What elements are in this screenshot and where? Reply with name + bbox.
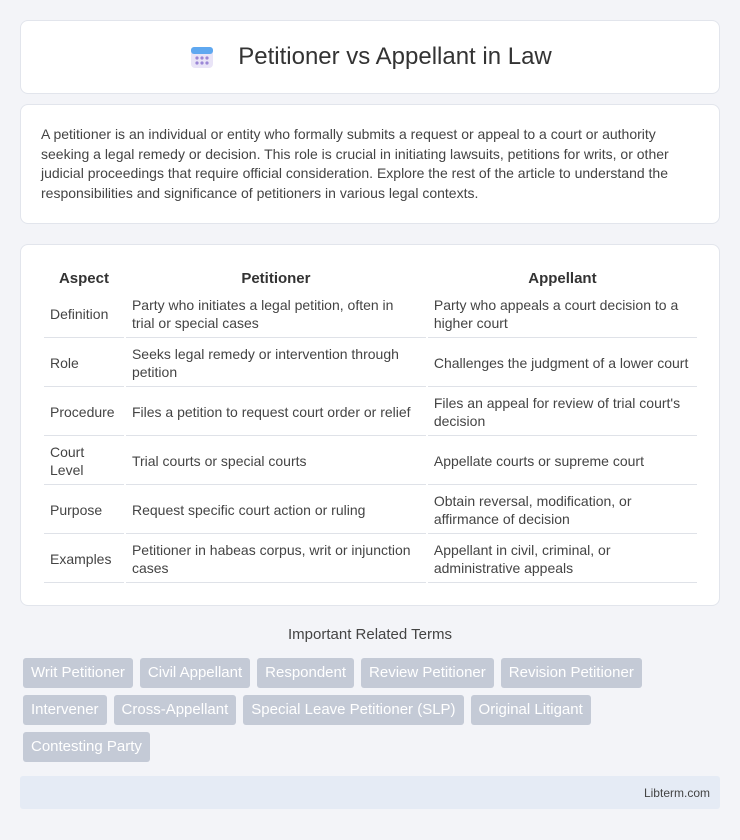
appellant-cell: Files an appeal for review of trial court's decision (428, 389, 697, 436)
related-term-tag[interactable]: Contesting Party (23, 732, 150, 762)
footer (20, 776, 720, 809)
aspect-cell: Purpose (44, 487, 124, 534)
aspect-cell: Court Level (44, 438, 124, 485)
related-term-tag[interactable]: Review Petitioner (361, 658, 494, 688)
table-row (44, 536, 697, 583)
related-term-tag[interactable]: Intervener (23, 695, 107, 725)
table-row (44, 340, 697, 387)
comparison-table (42, 265, 699, 585)
petitioner-cell: Seeks legal remedy or intervention through petition (126, 340, 426, 387)
related-term-tag[interactable]: Civil Appellant (140, 658, 250, 688)
related-term-tag[interactable]: Cross-Appellant (114, 695, 237, 725)
footer-site-link[interactable]: Libterm.com (643, 786, 710, 800)
aspect-cell: Procedure (44, 389, 124, 436)
header-aspect: Aspect (58, 269, 109, 287)
appellant-cell: Party who appeals a court decision to a higher court (428, 291, 697, 338)
header-appellant: Appellant (528, 269, 597, 287)
aspect-cell: Examples (44, 536, 124, 583)
petitioner-cell: Request specific court action or ruling (126, 487, 426, 534)
intro-card (20, 104, 720, 224)
related-term-tag[interactable]: Original Litigant (471, 695, 591, 725)
petitioner-cell: Trial courts or special courts (126, 438, 426, 485)
petitioner-cell: Files a petition to request court order or relief (126, 389, 426, 436)
aspect-cell: Definition (44, 291, 124, 338)
related-term-tag[interactable]: Respondent (257, 658, 354, 688)
header-petitioner: Petitioner (241, 269, 311, 287)
intro-text: A petitioner is an individual or entity who formally submits a request or appeal to a court or authority seeking a legal remedy or decision. This role is crucial in initiating lawsuits, petitions for writs, or other judicial proceedings that require official consideration. Explore the rest of the article to understand the responsibilities and significance of petitioners in various legal contexts. (41, 126, 669, 201)
table-row (44, 389, 697, 436)
petitioner-cell: Party who initiates a legal petition, often in trial or special cases (126, 291, 426, 338)
related-terms-title: Important Related Terms (288, 626, 452, 643)
appellant-cell: Obtain reversal, modification, or affirmance of decision (428, 487, 697, 534)
appellant-cell: Appellate courts or supreme court (428, 438, 697, 485)
table-row (44, 487, 697, 534)
page-title: Petitioner vs Appellant in Law (238, 43, 552, 70)
related-terms-list (23, 658, 703, 769)
related-term-tag[interactable]: Revision Petitioner (501, 658, 642, 688)
aspect-cell: Role (44, 340, 124, 387)
petitioner-cell: Petitioner in habeas corpus, writ or injunction cases (126, 536, 426, 583)
appellant-cell: Appellant in civil, criminal, or administrative appeals (428, 536, 697, 583)
table-header-row (44, 267, 697, 289)
related-term-tag[interactable]: Writ Petitioner (23, 658, 133, 688)
calendar-icon (188, 43, 216, 71)
header-card (20, 20, 720, 94)
related-term-tag[interactable]: Special Leave Petitioner (SLP) (243, 695, 463, 725)
comparison-table-card (20, 244, 720, 606)
table-row (44, 291, 697, 338)
table-row (44, 438, 697, 485)
appellant-cell: Challenges the judgment of a lower court (428, 340, 697, 387)
